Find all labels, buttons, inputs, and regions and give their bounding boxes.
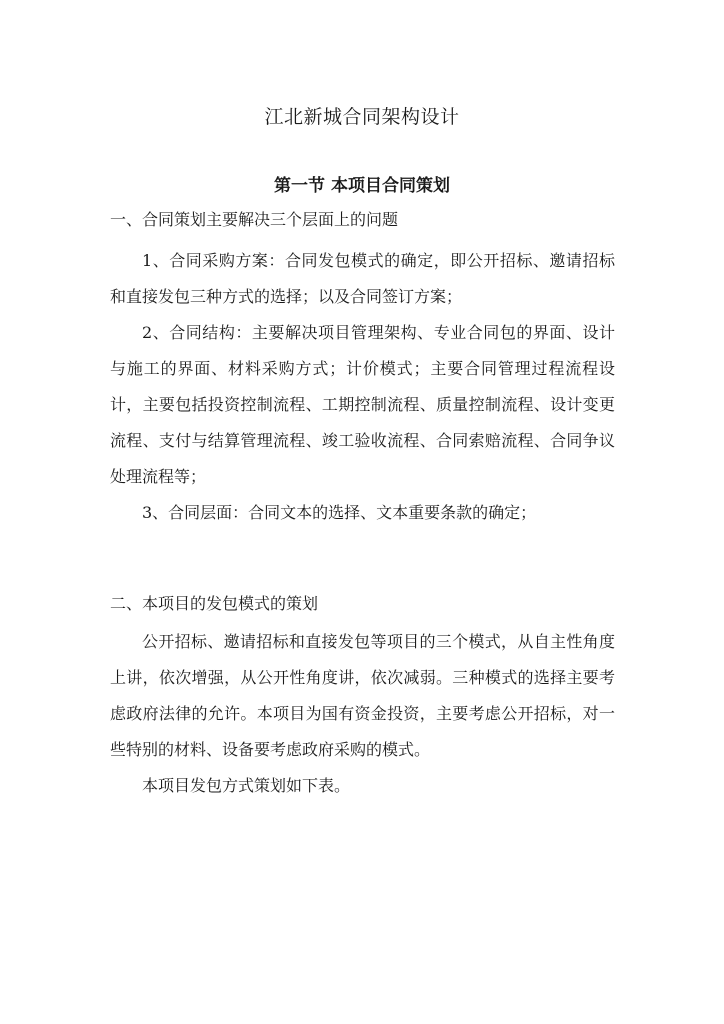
- part1-heading: 一、合同策划主要解决三个层面上的问题: [110, 210, 399, 229]
- part1-item-3: 3、合同层面：合同文本的选择、文本重要条款的确定；: [142, 503, 537, 522]
- part1-body: [110, 243, 615, 531]
- part2-paragraph-1: 公开招标、邀请招标和直接发包等项目的三个模式，从自主性角度上讲，依次增强，从公开性角度讲，依次减弱。三种模式的选择主要考虑政府法律的允许。本项目为国有资金投资，主要考虑公开招标，对一些特别的材料、设备要考虑政府采购的模式。: [110, 632, 615, 759]
- part2-paragraph-2: 本项目发包方式策划如下表。: [142, 776, 351, 795]
- part2-heading: 二、本项目的发包模式的策划: [110, 594, 319, 613]
- part2-body: [110, 624, 615, 804]
- document-title: 江北新城合同架构设计: [264, 106, 460, 128]
- part1-item-2: 2、合同结构：主要解决项目管理架构、专业合同包的界面、设计与施工的界面、材料采购方式；计价模式；主要合同管理过程流程设计，主要包括投资控制流程、工期控制流程、质量控制流程、设计变更流程、支付与结算管理流程、竣工验收流程、合同索赔流程、合同争议处理流程等；: [110, 323, 615, 486]
- section-heading: 第一节 本项目合同策划: [274, 176, 450, 196]
- part1-item-1: 1、合同采购方案：合同发包模式的确定，即公开招标、邀请招标和直接发包三种方式的选择；以及合同签订方案；: [110, 251, 615, 306]
